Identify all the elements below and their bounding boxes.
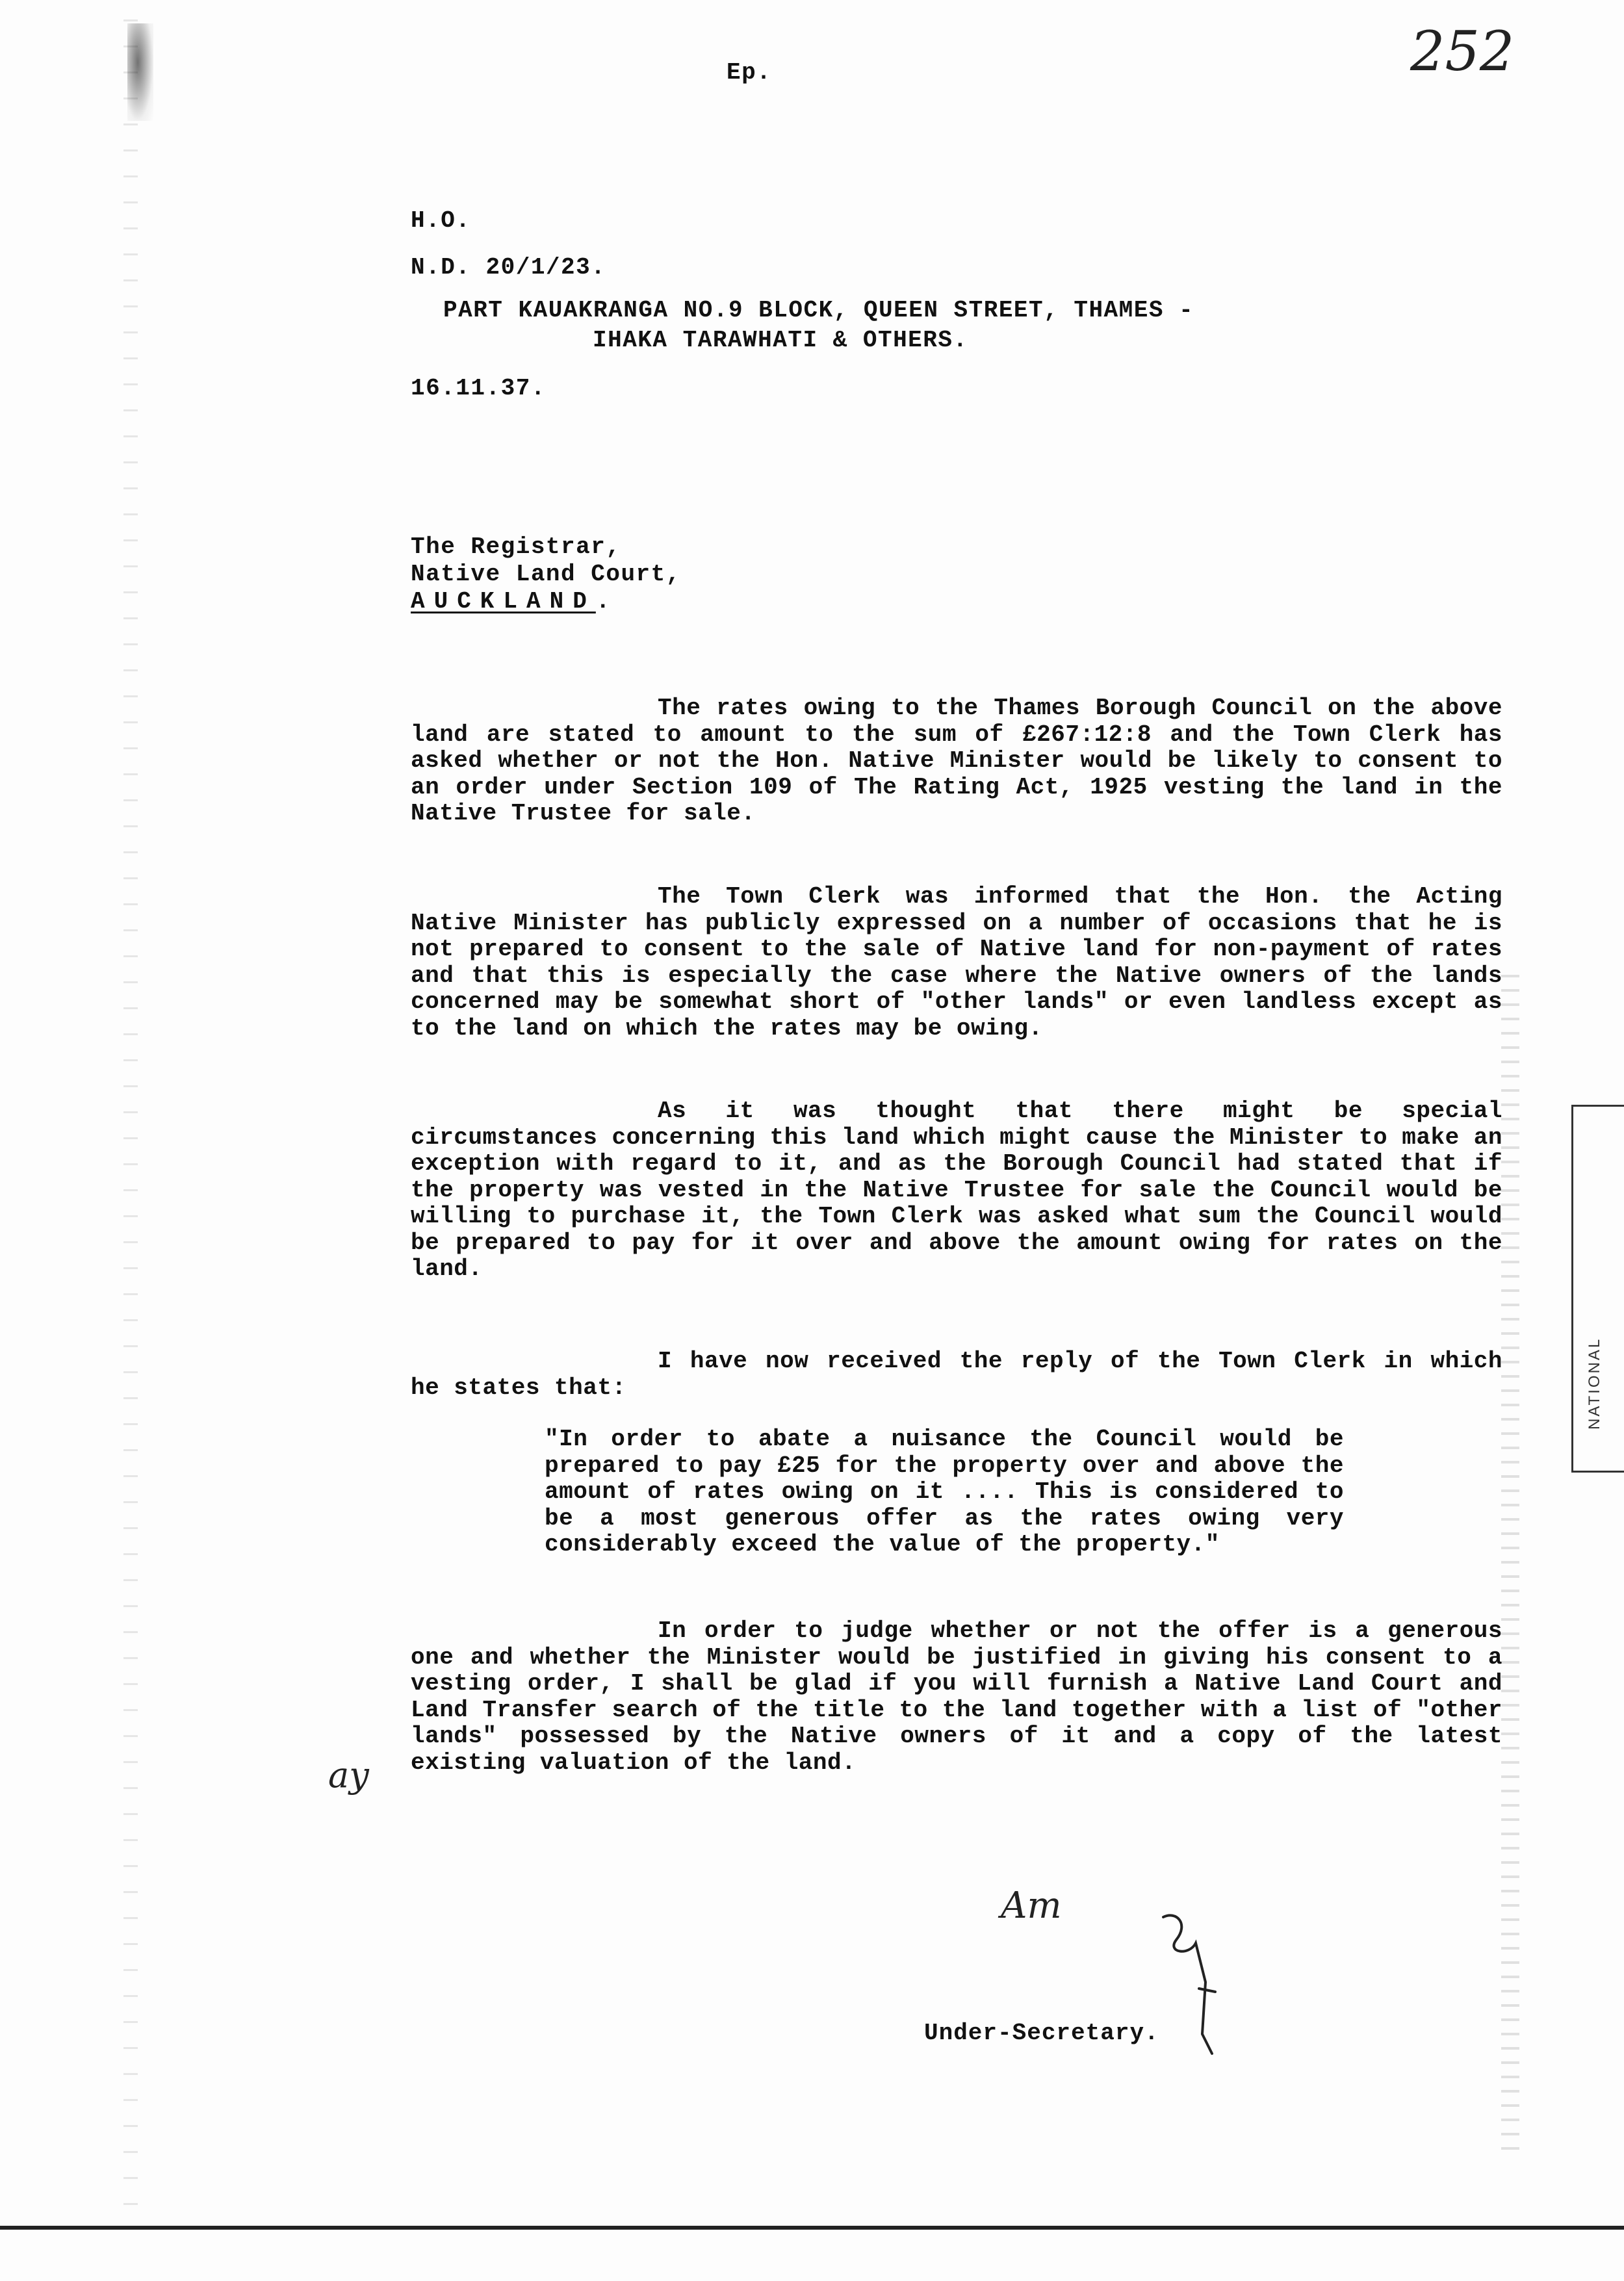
scan-right-edge xyxy=(1501,975,1519,2158)
office-code: H.O. xyxy=(411,207,471,234)
subject-line-1: PART KAUAKRANGA NO.9 BLOCK, QUEEN STREET, THAMES - xyxy=(443,297,1194,324)
scan-blot xyxy=(127,23,153,121)
letter-date: 16.11.37. xyxy=(411,375,546,402)
handwritten-page-number: 252 xyxy=(1410,19,1515,83)
addressee-city xyxy=(411,589,619,615)
quoted-reply: "In order to abate a nuisance the Council would be prepared to pay £25 for the property over and above the amount of rates owing on it .... This is considered to be a most generous offer as the rates owing very considerably exceed the value of the property." xyxy=(545,1426,1344,1558)
handwritten-margin-note: ay xyxy=(328,1755,369,1796)
archive-stamp-text: NATIONAL xyxy=(1586,1337,1603,1430)
scan-bottom-edge xyxy=(0,2226,1624,2230)
file-reference: N.D. 20/1/23. xyxy=(411,254,606,281)
addressee-organisation: Native Land Court, xyxy=(411,561,681,587)
handwritten-initials: Am xyxy=(1001,1885,1062,1927)
body-paragraph-1: The rates owing to the Thames Borough Council on the above land are stated to amount to the sum of £267:12:8 and the Town Clerk has asked whether or not the Hon. Native Minister would be likely to consent to an order under Section 109 of The Rating Act, 1925 vesting the land in the Native Trustee for sale. xyxy=(411,695,1502,827)
addressee-title: The Registrar, xyxy=(411,534,621,560)
signature-mark xyxy=(1150,1904,1235,2060)
addressee-city-name: AUCKLAND xyxy=(411,588,596,615)
body-paragraph-3: As it was thought that there might be special circumstances concerning this land which might cause the Minister to make an exception with regard to it, and as the Borough Council had stated that if the property was vested in the Native Trustee for sale the Council would be willing to purchase it, the Town Clerk was asked what sum the Council would be prepared to pay for it over and above the amount owing for rates on the land. xyxy=(411,1098,1502,1282)
subject-line-2: IHAKA TARAWHATI & OTHERS. xyxy=(593,327,968,354)
body-paragraph-4: I have now received the reply of the Town Clerk in which he states that: xyxy=(411,1348,1502,1401)
ep-mark: Ep. xyxy=(727,59,772,86)
body-paragraph-2: The Town Clerk was informed that the Hon. the Acting Native Minister has publicly expressed on a number of occasions that he is not prepared to consent to the sale of Native land for non-payment of rates and that this is especially the case where the Native owners of the lands concerned may be somewhat short of "other lands" or even landless except as to the land on which the rates may be owing. xyxy=(411,883,1502,1042)
addressee-city-punct: . xyxy=(595,588,619,615)
sign-off-title: Under-Secretary. xyxy=(924,2020,1159,2046)
body-paragraph-5: In order to judge whether or not the offer is a generous one and whether the Minister would be justified in giving his consent to a vesting order, I shall be glad if you will furnish a Native Land Court and Land Transfer search of the title to the land together with a list of "other lands" possessed by the Native owners of it and a copy of the latest existing valuation of the land. xyxy=(411,1617,1502,1776)
scan-left-edge xyxy=(123,19,138,2216)
